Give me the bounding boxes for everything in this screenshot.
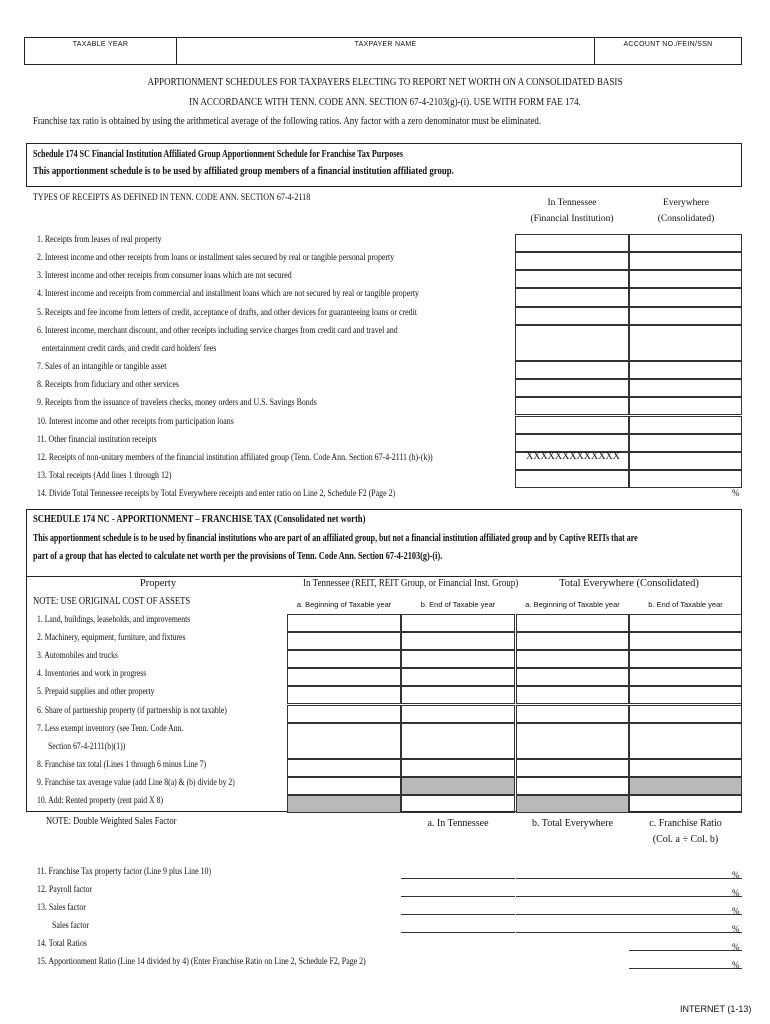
nc-input-cell[interactable] xyxy=(401,795,515,813)
factor-line-item: 14. Total Ratios xyxy=(37,938,88,948)
nc-line-item: 8. Franchise tax total (Lines 1 through 6 minus Line 7) xyxy=(37,758,207,769)
nc-input-cell[interactable] xyxy=(516,723,629,759)
leader-dots xyxy=(57,262,510,263)
nc-input-cell[interactable] xyxy=(287,614,401,632)
tn-input-cell[interactable] xyxy=(515,234,629,252)
leader-dots xyxy=(77,966,625,967)
leader-dots xyxy=(57,244,510,245)
nc-input-cell[interactable] xyxy=(287,650,401,668)
leader-dots xyxy=(77,948,625,949)
col-ratio-sub: (Col. a ÷ Col. b) xyxy=(652,834,719,845)
ew-input-cell[interactable] xyxy=(629,270,742,288)
tn-input-cell[interactable] xyxy=(515,434,629,452)
nc-input-cell[interactable] xyxy=(401,723,515,759)
ratio-pct: % xyxy=(732,906,740,916)
nc-input-cell[interactable] xyxy=(629,759,742,777)
types-label: TYPES OF RECEIPTS AS DEFINED IN TENN. CODE ANN. SECTION 67-4-2118 xyxy=(33,193,311,203)
factor-line-item: 12. Payroll factor xyxy=(37,884,93,894)
ew-input-line[interactable] xyxy=(516,896,629,897)
ew-input-cell[interactable] xyxy=(629,361,742,379)
nc-line-item: Section 67-4-2111(b)(1)) xyxy=(48,740,126,751)
nc-input-cell[interactable] xyxy=(401,632,515,650)
property-label: Property xyxy=(139,578,177,589)
nc-input-cell xyxy=(401,777,515,795)
ratio-input-line[interactable] xyxy=(629,932,742,933)
col-in-tn: a. In Tennessee xyxy=(427,818,489,829)
nc-line-item: 10. Add: Rented property (rent paid X 8) xyxy=(37,795,164,805)
col-total-ew: b. Total Everywhere xyxy=(531,818,614,829)
nc-input-cell[interactable] xyxy=(516,650,629,668)
tn-input-cell[interactable] xyxy=(515,397,629,415)
leader-dots xyxy=(57,407,510,408)
taxpayer-name-label: TAXPAYER NAME xyxy=(177,38,595,64)
nc-line-item: 6. Share of partnership property (if partnership is not taxable) xyxy=(37,704,227,715)
sc-line-item: 10. Interest income and other receipts from participation loans xyxy=(37,415,234,426)
ratio-pct: % xyxy=(732,888,740,898)
leader-dots xyxy=(57,462,510,463)
nc-input-cell[interactable] xyxy=(401,705,515,723)
nc-input-cell[interactable] xyxy=(287,686,401,704)
sc-line-item: 4. Interest income and receipts from commercial and installment loans which are not secured by real or tangible property xyxy=(37,288,419,299)
nc-input-cell[interactable] xyxy=(629,686,742,704)
account-no-label: ACCOUNT NO./FEIN/SSN xyxy=(623,41,713,48)
ew-input-cell[interactable] xyxy=(629,379,742,397)
sc-line-item: 8. Receipts from fiduciary and other services xyxy=(37,379,179,390)
sc-line-item: 2. Interest income and other receipts from loans or installment sales secured by real or tangible personal property xyxy=(37,252,395,263)
sc-line-item: 9. Receipts from the issuance of travelers checks, money orders and U.S. Savings Bonds xyxy=(37,397,317,408)
leader-dots xyxy=(57,371,510,372)
sc-line-item: 6. Interest income, merchant discount, and other receipts including service charges from credit card and travel and xyxy=(37,324,398,335)
leader-dots xyxy=(57,317,510,318)
leader-dots xyxy=(57,480,510,481)
sc-line-item: 3. Interest income and other receipts from consumer loans which are not secured xyxy=(37,270,292,281)
ratio-pct: % xyxy=(732,960,740,970)
nc-input-cell[interactable] xyxy=(516,705,629,723)
nc-input-cell[interactable] xyxy=(401,650,515,668)
ew-input-cell[interactable] xyxy=(629,434,742,452)
schedule-nc-desc2: part of a group that has elected to calculate net worth per the provisions of Tenn. Code Ann. Section 67-4-2103(g)-(i). xyxy=(33,550,443,562)
footer-code: INTERNET (1-13) xyxy=(680,1004,752,1014)
leader-dots xyxy=(57,498,625,499)
nc-col-a-ew: a. Beginning of Taxable year xyxy=(525,600,620,609)
nc-input-cell[interactable] xyxy=(287,668,401,686)
nc-input-cell[interactable] xyxy=(287,723,401,759)
nc-input-cell[interactable] xyxy=(516,686,629,704)
title-line3: Franchise tax ratio is obtained by using the arithmetical average of the following ratios. Any factor with a zero denominator must be eliminated. xyxy=(33,116,541,127)
ratio-input-line[interactable] xyxy=(629,914,742,915)
title-line1: APPORTIONMENT SCHEDULES FOR TAXPAYERS ELECTING TO REPORT NET WORTH ON A CONSOLIDATED BASIS xyxy=(147,76,623,88)
header-box xyxy=(24,37,742,65)
ratio-pct: % xyxy=(732,942,740,952)
leader-dots xyxy=(77,894,392,895)
tn-input-line[interactable] xyxy=(401,932,515,933)
leader-dots xyxy=(77,876,392,877)
ew-input-line[interactable] xyxy=(516,932,629,933)
leader-dots xyxy=(62,353,510,354)
nc-input-cell[interactable] xyxy=(516,759,629,777)
nc-input-cell[interactable] xyxy=(287,777,401,795)
ew-input-line[interactable] xyxy=(516,914,629,915)
nc-input-cell[interactable] xyxy=(629,723,742,759)
schedule-sc-subheading: This apportionment schedule is to be used by affiliated group members of a financial institution affiliated group. xyxy=(33,165,454,177)
factor-line-item: Sales factor xyxy=(52,920,90,930)
nc-input-cell[interactable] xyxy=(516,632,629,650)
sc-line-item: 13. Total receipts (Add lines 1 through 12) xyxy=(37,469,172,480)
tn-input-line[interactable] xyxy=(401,896,515,897)
nc-col-a-tn: a. Beginning of Taxable year xyxy=(296,600,392,609)
leader-dots xyxy=(57,444,510,445)
factor-line-item: 11. Franchise Tax property factor (Line 9 plus Line 10) xyxy=(37,866,212,876)
factor-line-item: 15. Apportionment Ratio (Line 14 divided by 4) (Enter Franchise Ratio on Line 2, Schedule F2, Page 2) xyxy=(37,956,366,966)
tn-input-cell[interactable] xyxy=(515,379,629,397)
ew-input-line[interactable] xyxy=(516,878,629,879)
col-tn-label: In Tennessee xyxy=(547,198,597,208)
tn-input-cell[interactable] xyxy=(515,270,629,288)
leader-dots xyxy=(57,426,510,427)
sc-line-item: entertainment credit cards, and credit card holders' fees xyxy=(42,342,217,353)
taxable-year-label: TAXABLE YEAR xyxy=(25,38,177,64)
in-tn-label: In Tennessee (REIT, REIT Group, or Financial Inst. Group) xyxy=(302,578,519,589)
sc-line-item: 1. Receipts from leases of real property xyxy=(37,234,162,244)
schedule-sc-heading: Schedule 174 SC Financial Institution Affiliated Group Apportionment Schedule for Franchise Tax Purposes xyxy=(33,149,403,160)
nc-input-cell[interactable] xyxy=(629,668,742,686)
tn-input-cell[interactable] xyxy=(515,307,629,325)
nc-col-b-tn: b. End of Taxable year xyxy=(420,600,496,609)
nc-input-cell xyxy=(516,795,629,813)
nc-input-cell[interactable] xyxy=(401,759,515,777)
sc-line-item: 5. Receipts and fee income from letters of credit, acceptance of drafts, and other devices for guaranteeing loans or credit xyxy=(37,306,417,317)
line14-pct: % xyxy=(732,488,740,498)
nc-col-b-ew: b. End of Taxable year xyxy=(648,600,723,609)
title-line2: IN ACCORDANCE WITH TENN. CODE ANN. SECTION 67-4-2103(g)-(i). USE WITH FORM FAE 174. xyxy=(189,96,581,108)
nc-input-cell[interactable] xyxy=(629,650,742,668)
nc-input-cell[interactable] xyxy=(287,632,401,650)
nc-input-cell[interactable] xyxy=(629,705,742,723)
tn-input-cell[interactable] xyxy=(515,470,629,488)
nc-line-item: 1. Land, buildings, leaseholds, and improvements xyxy=(37,614,191,624)
ew-input-cell[interactable] xyxy=(629,470,742,488)
leader-dots xyxy=(57,280,510,281)
col-ew-label: Everywhere xyxy=(663,198,709,208)
nc-input-cell xyxy=(629,777,742,795)
col-tn-sub-label: (Financial Institution) xyxy=(530,214,614,224)
tn-input-cell[interactable] xyxy=(515,361,629,379)
nc-input-cell[interactable] xyxy=(516,614,629,632)
sc-line-item: 12. Receipts of non-unitary members of the financial institution affiliated group (Tenn. Code Ann. Section 67-4-2111 (h)-(k)) xyxy=(37,451,433,462)
ew-input-cell[interactable] xyxy=(629,252,742,270)
original-cost-note: NOTE: USE ORIGINAL COST OF ASSETS xyxy=(33,596,191,607)
tn-input-cell[interactable] xyxy=(515,416,629,434)
nc-input-cell[interactable] xyxy=(516,668,629,686)
schedule-nc-desc1: This apportionment schedule is to be used by financial institutions who are part of an affiliated group, but not a financial institution affiliated group and by Captive REITs that are xyxy=(33,532,638,544)
ratio-input-line[interactable] xyxy=(629,896,742,897)
nc-input-cell[interactable] xyxy=(516,777,629,795)
ew-input-cell[interactable] xyxy=(629,452,742,470)
nc-line-item: 5. Prepaid supplies and other property xyxy=(37,686,155,697)
leader-dots xyxy=(57,298,510,299)
ew-input-cell[interactable] xyxy=(629,288,742,306)
tn-input-line[interactable] xyxy=(401,878,515,879)
sc-line-item: 7. Sales of an intangible or tangible asset xyxy=(37,361,167,372)
factor-line-item: 13. Sales factor xyxy=(37,902,86,912)
ew-input-cell[interactable] xyxy=(629,234,742,252)
nc-line-item: 4. Inventories and work in progress xyxy=(37,668,147,679)
sc-line-item: 11. Other financial institution receipts xyxy=(37,433,157,444)
ew-input-cell[interactable] xyxy=(629,307,742,325)
leader-dots xyxy=(57,389,510,390)
tn-input-line[interactable] xyxy=(401,914,515,915)
ew-input-cell[interactable] xyxy=(629,416,742,434)
total-ew-label: Total Everywhere (Consolidated) xyxy=(559,578,699,589)
leader-dots xyxy=(92,930,392,931)
ew-input-cell[interactable] xyxy=(629,397,742,415)
ew-input-cell[interactable] xyxy=(629,325,742,361)
nc-input-cell xyxy=(287,795,401,813)
sales-note: NOTE: Double Weighted Sales Factor xyxy=(46,816,177,827)
tn-input-cell[interactable] xyxy=(515,288,629,306)
ratio-input-line[interactable] xyxy=(629,950,742,951)
nc-input-cell[interactable] xyxy=(629,632,742,650)
nc-input-cell[interactable] xyxy=(401,668,515,686)
col-ratio: c. Franchise Ratio xyxy=(649,818,722,829)
nc-line-item: 2. Machinery, equipment, furniture, and fixtures xyxy=(37,632,186,643)
tn-input-cell[interactable] xyxy=(515,252,629,270)
nc-input-cell[interactable] xyxy=(287,759,401,777)
ratio-input-line[interactable] xyxy=(629,878,742,879)
nc-input-cell[interactable] xyxy=(401,614,515,632)
ratio-pct: % xyxy=(732,870,740,880)
nc-line-item: 7. Less exempt inventory (see Tenn. Code Ann. xyxy=(37,722,184,733)
nc-line-item: 9. Franchise tax average value (add Line 8(a) & (b) divide by 2) xyxy=(37,776,235,787)
nc-line-item: 3. Automobiles and trucks xyxy=(37,650,119,661)
ratio-input-line[interactable] xyxy=(629,968,742,969)
x-mark: XXXXXXXXXXXXX xyxy=(526,451,620,462)
schedule-nc-heading: SCHEDULE 174 NC - APPORTIONMENT – FRANCHISE TAX (Consolidated net worth) xyxy=(33,513,366,525)
sc-line-item: 14. Divide Total Tennessee receipts by Total Everywhere receipts and enter ratio on Line 2, Schedule F2 (Page 2) xyxy=(37,488,396,499)
tn-input-cell[interactable] xyxy=(515,325,629,361)
nc-input-cell[interactable] xyxy=(287,705,401,723)
ratio-pct: % xyxy=(732,924,740,934)
nc-input-cell[interactable] xyxy=(629,614,742,632)
leader-dots xyxy=(77,912,392,913)
col-ew-sub-label: (Consolidated) xyxy=(657,214,715,224)
nc-input-cell[interactable] xyxy=(401,686,515,704)
nc-input-cell[interactable] xyxy=(629,795,742,813)
